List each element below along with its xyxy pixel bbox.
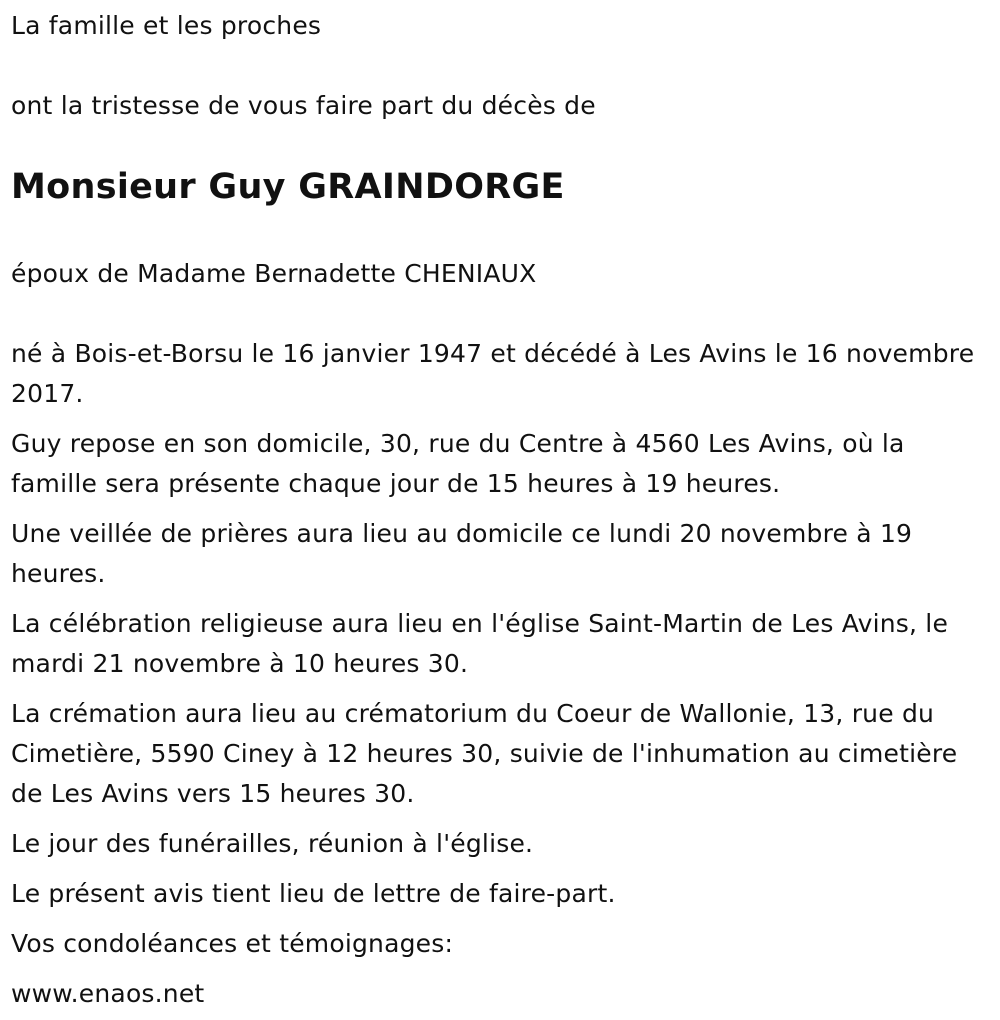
vigil-paragraph: Une veillée de prières aura lieu au domicile ce lundi 20 novembre à 19 heures. xyxy=(11,519,913,588)
repose-paragraph: Guy repose en son domicile, 30, rue du Centre à 4560 Les Avins, où la famille sera présente chaque jour de 15 heures à 19 heures. xyxy=(11,429,905,498)
deceased-name: Monsieur Guy GRAINDORGE xyxy=(11,167,565,207)
cremation-paragraph: La crémation aura lieu au crématorium du Coeur de Wallonie, 13, rue du Cimetière, 5590 Ciney à 12 heures 30, suivie de l'inhumation au cimetière de Les Avins vers 15 heures 30. xyxy=(11,699,958,808)
notice-letter-paragraph: Le présent avis tient lieu de lettre de faire-part. xyxy=(11,879,616,908)
spouse-line: époux de Madame Bernadette CHENIAUX xyxy=(11,259,537,288)
intro-line-announcement: ont la tristesse de vous faire part du décès de xyxy=(11,91,596,120)
condolences-label: Vos condoléances et témoignages: xyxy=(11,929,454,958)
ceremony-paragraph: La célébration religieuse aura lieu en l'église Saint-Martin de Les Avins, le mardi 21 novembre à 10 heures 30. xyxy=(11,609,949,678)
birth-death-paragraph: né à Bois-et-Borsu le 16 janvier 1947 et décédé à Les Avins le 16 novembre 2017. xyxy=(11,339,975,408)
funeral-meeting-paragraph: Le jour des funérailles, réunion à l'église. xyxy=(11,829,534,858)
intro-line-family: La famille et les proches xyxy=(11,11,322,40)
notice-body xyxy=(11,334,989,1014)
website-link[interactable]: www.enaos.net xyxy=(11,979,205,1008)
